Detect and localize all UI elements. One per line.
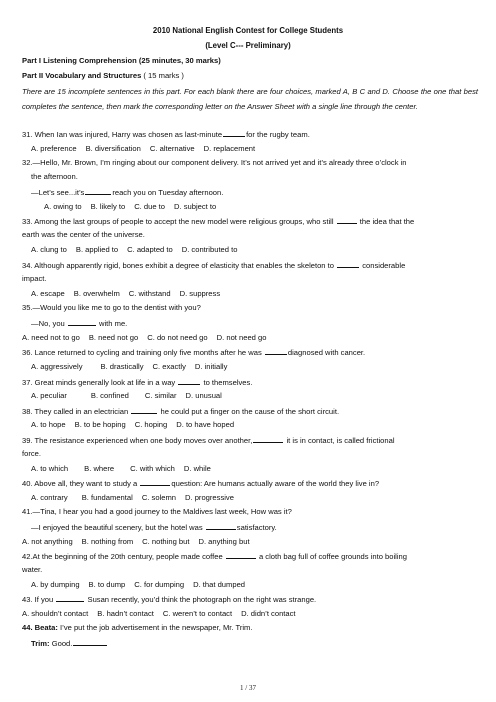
option-a: A. peculiar bbox=[31, 391, 67, 400]
q31-options bbox=[31, 144, 487, 153]
question-32-line3 bbox=[31, 187, 487, 197]
question-42-line1 bbox=[22, 551, 478, 561]
q41-text-end: satisfactory. bbox=[236, 523, 277, 532]
option-b: B. hadn’t contact bbox=[97, 609, 154, 618]
option-d: D. contributed to bbox=[181, 245, 238, 254]
q39-text-start: 39. The resistance experienced when one body moves over another, bbox=[22, 436, 253, 445]
q37-options bbox=[31, 391, 487, 400]
question-40 bbox=[22, 478, 478, 488]
option-a: A. owing to bbox=[44, 202, 82, 211]
q35-text-start: —No, you bbox=[31, 319, 65, 328]
option-d: D. progressive bbox=[185, 493, 234, 502]
q42-text-start: 42.At the beginning of the 20th century, people made coffee bbox=[22, 552, 223, 561]
q42-options bbox=[31, 580, 487, 589]
option-d: D. replacement bbox=[203, 144, 256, 153]
option-a: A. not anything bbox=[22, 537, 73, 546]
option-d: D. anything but bbox=[198, 537, 250, 546]
part2-marks: ( 15 marks ) bbox=[143, 71, 184, 80]
option-d: D. unusual bbox=[185, 391, 222, 400]
answer-blank bbox=[85, 187, 111, 195]
q43-options bbox=[22, 609, 478, 618]
q36-text-start: 36. Lance returned to cycling and training only five months after he was bbox=[22, 348, 262, 357]
option-b: B. nothing from bbox=[81, 537, 134, 546]
option-d: D. not need go bbox=[216, 333, 267, 342]
q44-dialogue-2: Good. bbox=[51, 639, 73, 648]
q36-text-end: diagnosed with cancer. bbox=[287, 348, 366, 357]
q33-text-start: 33. Among the last groups of people to accept the new model were religious groups, who still bbox=[22, 217, 334, 226]
question-39-line2: force. bbox=[22, 449, 41, 458]
option-b: B. overwhelm bbox=[73, 289, 120, 298]
option-c: C. nothing but bbox=[142, 537, 190, 546]
q35-options bbox=[22, 333, 478, 342]
part2-heading bbox=[22, 71, 478, 80]
question-39-line1 bbox=[22, 435, 478, 445]
option-c: C. exactly bbox=[152, 362, 186, 371]
question-36 bbox=[22, 347, 478, 357]
part2-title: Part II Vocabulary and Structures bbox=[22, 71, 142, 80]
question-41-line1: 41.—Tina, I hear you had a good journey to the Maldives last week, How was it? bbox=[22, 507, 292, 516]
question-44-line2 bbox=[31, 638, 487, 648]
q41-options bbox=[22, 537, 478, 546]
option-a: A. need not to go bbox=[22, 333, 80, 342]
option-c: C. solemn bbox=[141, 493, 176, 502]
answer-blank bbox=[265, 347, 287, 355]
option-a: A. to hope bbox=[31, 420, 66, 429]
q43-text-start: 43. If you bbox=[22, 595, 54, 604]
q38-options bbox=[31, 420, 487, 429]
option-c: C. due to bbox=[134, 202, 166, 211]
part2-instructions: There are 15 incomplete sentences in this part. For each blank there are four choices, marked A, B C and D. Choose the one that best completes the sentence, then mark the corresponding letter on the Answer Sheet with a single line through the center. bbox=[22, 87, 478, 111]
option-a: A. shouldn’t contact bbox=[22, 609, 89, 618]
question-38 bbox=[22, 406, 478, 416]
q37-text-start: 37. Great minds generally look at life in a way bbox=[22, 378, 176, 387]
option-c: C. similar bbox=[144, 391, 177, 400]
q32-text-end: reach you on Tuesday afternoon. bbox=[112, 188, 224, 197]
q37-text-end: to themselves. bbox=[203, 378, 253, 387]
option-c: C. alternative bbox=[149, 144, 195, 153]
answer-blank bbox=[226, 551, 256, 559]
question-33-line2: earth was the center of the universe. bbox=[22, 230, 145, 239]
option-d: D. didn’t contact bbox=[241, 609, 296, 618]
q41-text-start: —I enjoyed the beautiful scenery, but the hotel was bbox=[31, 523, 203, 532]
question-33-line1 bbox=[22, 216, 478, 226]
answer-blank bbox=[206, 522, 236, 530]
option-d: D. while bbox=[183, 464, 211, 473]
q40-options bbox=[31, 493, 487, 502]
option-c: C. hoping bbox=[134, 420, 168, 429]
option-d: D. to have hoped bbox=[176, 420, 235, 429]
q39-options bbox=[31, 464, 487, 473]
part1-heading: Part I Listening Comprehension (25 minutes, 30 marks) bbox=[22, 56, 221, 65]
q31-text-end: for the rugby team. bbox=[246, 130, 310, 139]
answer-blank bbox=[223, 129, 245, 137]
question-41-line2 bbox=[31, 522, 487, 532]
option-a: A. by dumping bbox=[31, 580, 80, 589]
option-b: B. likely to bbox=[90, 202, 126, 211]
option-a: A. preference bbox=[31, 144, 77, 153]
q38-text-start: 38. They called in an electrician bbox=[22, 407, 129, 416]
option-b: B. applied to bbox=[75, 245, 119, 254]
option-c: C. adapted to bbox=[127, 245, 173, 254]
answer-blank bbox=[178, 377, 200, 385]
option-b: B. drastically bbox=[100, 362, 144, 371]
q32-options bbox=[44, 202, 496, 211]
option-a: A. to which bbox=[31, 464, 69, 473]
q39-text-end: it is in contact, is called frictional bbox=[286, 436, 395, 445]
speaker-trim: Trim: bbox=[31, 639, 50, 648]
q36-options bbox=[31, 362, 487, 371]
answer-blank bbox=[253, 435, 283, 443]
q34-text-end: considerable bbox=[362, 261, 406, 270]
option-a: A. clung to bbox=[31, 245, 67, 254]
q40-text-start: 40. Above all, they want to study a bbox=[22, 479, 138, 488]
q33-options bbox=[31, 245, 487, 254]
answer-blank bbox=[131, 406, 157, 414]
question-32-line1: 32.—Hello, Mr. Brown, I’m ringing about our component delivery. It’s not arrived yet and it’s already three o’clock in bbox=[22, 158, 407, 167]
option-b: B. diversification bbox=[85, 144, 141, 153]
answer-blank bbox=[337, 216, 357, 224]
option-b: B. need not go bbox=[88, 333, 139, 342]
option-d: D. suppress bbox=[179, 289, 221, 298]
option-a: A. contrary bbox=[31, 493, 68, 502]
page-number: 1 / 37 bbox=[240, 684, 256, 692]
q35-text-end: with me. bbox=[99, 319, 128, 328]
answer-blank bbox=[68, 318, 96, 326]
answer-blank bbox=[73, 638, 107, 646]
option-a: A. aggressively bbox=[31, 362, 83, 371]
document-level: (Level C--- Preliminary) bbox=[205, 41, 291, 50]
question-43 bbox=[22, 594, 478, 604]
q44-dialogue-1: I’ve put the job advertisement in the newspaper, Mr. Trim. bbox=[60, 623, 253, 632]
question-31 bbox=[22, 129, 478, 139]
document-title: 2010 National English Contest for College Students bbox=[152, 26, 344, 35]
option-d: D. initially bbox=[194, 362, 228, 371]
q40-text-end: question: Are humans actually aware of the world they live in? bbox=[171, 479, 380, 488]
q42-text-end: a cloth bag full of coffee grounds into boiling bbox=[258, 552, 407, 561]
q38-text-end: he could put a finger on the cause of the short circuit. bbox=[160, 407, 340, 416]
answer-blank bbox=[140, 478, 170, 486]
q31-text-start: 31. When Ian was injured, Harry was chosen as last-minute bbox=[22, 130, 223, 139]
option-c: C. withstand bbox=[128, 289, 171, 298]
q34-options bbox=[31, 289, 487, 298]
q34-text-start: 34. Although apparently rigid, bones exhibit a degree of elasticity that enables the skeleton to bbox=[22, 261, 334, 270]
option-c: C. with which bbox=[130, 464, 175, 473]
question-34-line1 bbox=[22, 260, 478, 270]
option-b: B. where bbox=[84, 464, 115, 473]
question-35-line1: 35.—Would you like me to go to the dentist with you? bbox=[22, 303, 201, 312]
answer-blank bbox=[337, 260, 359, 268]
option-c: C. for dumping bbox=[134, 580, 185, 589]
speaker-beata: 44. Beata: bbox=[22, 623, 58, 632]
option-d: D. that dumped bbox=[193, 580, 246, 589]
option-a: A. escape bbox=[31, 289, 65, 298]
option-c: C. do not need go bbox=[147, 333, 208, 342]
question-37 bbox=[22, 377, 478, 387]
question-42-line2: water. bbox=[22, 565, 43, 574]
answer-blank bbox=[56, 594, 84, 602]
option-b: B. fundamental bbox=[81, 493, 133, 502]
option-b: B. confined bbox=[90, 391, 129, 400]
question-32-line2: the afternoon. bbox=[31, 172, 78, 181]
option-b: B. to be hoping bbox=[74, 420, 126, 429]
option-b: B. to dump bbox=[88, 580, 126, 589]
question-34-line2: impact. bbox=[22, 274, 47, 283]
q43-text-end: Susan recently, you’d think the photograph on the right was strange. bbox=[87, 595, 317, 604]
option-d: D. subject to bbox=[174, 202, 217, 211]
q33-text-end: the idea that the bbox=[359, 217, 415, 226]
option-c: C. weren’t to contact bbox=[162, 609, 233, 618]
q32-text-start: —Let’s see...it’s bbox=[31, 188, 85, 197]
question-35-line2 bbox=[31, 318, 487, 328]
question-44-line1 bbox=[22, 623, 478, 632]
